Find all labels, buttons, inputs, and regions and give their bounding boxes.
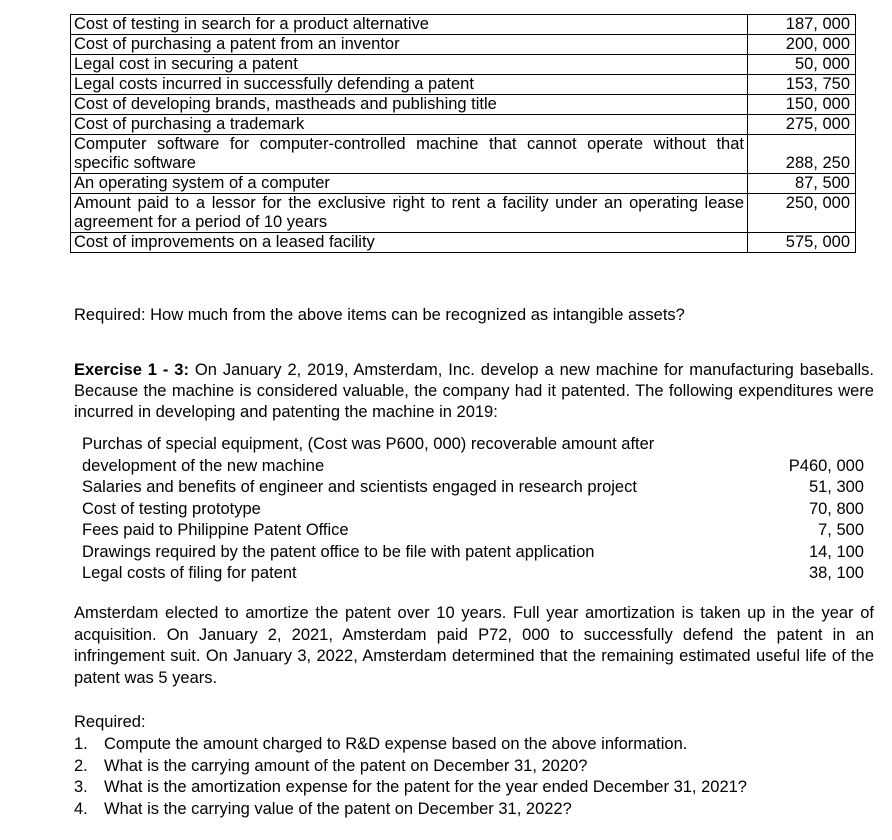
question-text: What is the carrying value of the patent on December 31, 2022? bbox=[104, 799, 572, 818]
expenditure-value: 7, 500 bbox=[818, 521, 864, 539]
expenditure-label: Fees paid to Philippine Patent Office bbox=[82, 521, 349, 539]
exercise-text: On January 2, 2019, Amsterdam, Inc. develop a new machine for manufacturing baseballs. Because the machine is considered valuable, the company had it patented. The following expenditures were incurred in developing and patenting the machine in 2019: bbox=[74, 361, 874, 421]
table-row bbox=[71, 194, 856, 233]
item-description: Computer software for computer-controlled machine that cannot operate without that specific software bbox=[71, 135, 748, 174]
table-row bbox=[71, 15, 856, 35]
list-item bbox=[74, 756, 747, 778]
table-row bbox=[71, 75, 856, 95]
expenditure-value: P460, 000 bbox=[788, 456, 864, 475]
item-amount: 250, 000 bbox=[748, 194, 856, 233]
expenditure-value: 14, 100 bbox=[808, 542, 864, 561]
exercise-heading: Exercise 1 - 3: bbox=[74, 361, 189, 379]
question-text: What is the amortization expense for the patent for the year ended December 31, 2021? bbox=[104, 778, 747, 796]
table-row bbox=[71, 135, 856, 174]
table-row bbox=[71, 174, 856, 194]
expenditure-label: Purchas of special equipment, (Cost was P600, 000) recoverable amount after development of the new machine bbox=[82, 435, 655, 475]
intangible-items-table bbox=[70, 14, 856, 253]
item-amount: 50, 000 bbox=[748, 55, 856, 75]
question-text: What is the carrying amount of the patent on December 31, 2020? bbox=[104, 756, 588, 775]
expenditure-list bbox=[82, 434, 864, 585]
list-item bbox=[82, 477, 864, 499]
item-description: An operating system of a computer bbox=[71, 174, 748, 194]
question-number: 2. bbox=[74, 756, 88, 775]
required-question: Required: How much from the above items can be recognized as intangible assets? bbox=[74, 306, 685, 324]
item-amount: 288, 250 bbox=[748, 135, 856, 174]
expenditure-label: Cost of testing prototype bbox=[82, 499, 261, 518]
question-text: Compute the amount charged to R&D expense based on the above information. bbox=[104, 735, 688, 753]
expenditure-label: Legal costs of filing for patent bbox=[82, 564, 297, 582]
expenditure-label: Salaries and benefits of engineer and scientists engaged in research project bbox=[82, 478, 637, 496]
item-description: Cost of developing brands, mastheads and publishing title bbox=[71, 95, 748, 115]
question-list bbox=[74, 734, 747, 820]
expenditure-label: Drawings required by the patent office to be file with patent application bbox=[82, 542, 595, 561]
list-item bbox=[74, 734, 747, 756]
item-description: Cost of purchasing a trademark bbox=[71, 115, 748, 135]
list-item bbox=[74, 777, 747, 799]
item-description: Cost of testing in search for a product alternative bbox=[71, 15, 748, 35]
expenditure-value: 70, 800 bbox=[808, 499, 864, 518]
item-description: Legal costs incurred in successfully defending a patent bbox=[71, 75, 748, 95]
question-number: 1. bbox=[74, 735, 88, 753]
list-item bbox=[82, 520, 864, 542]
table-row bbox=[71, 35, 856, 55]
item-description: Amount paid to a lessor for the exclusive right to rent a facility under an operating lease agreement for a period of 10 years bbox=[71, 194, 748, 233]
item-description: Legal cost in securing a patent bbox=[71, 55, 748, 75]
item-amount: 575, 000 bbox=[748, 233, 856, 253]
item-amount: 153, 750 bbox=[748, 75, 856, 95]
item-amount: 275, 000 bbox=[748, 115, 856, 135]
item-amount: 150, 000 bbox=[748, 95, 856, 115]
list-item bbox=[82, 563, 864, 585]
table-row bbox=[71, 55, 856, 75]
list-item bbox=[82, 499, 864, 521]
item-description: Cost of purchasing a patent from an inventor bbox=[71, 35, 748, 55]
item-description: Cost of improvements on a leased facility bbox=[71, 233, 748, 253]
table-row bbox=[71, 95, 856, 115]
exercise-intro bbox=[74, 360, 874, 423]
required-heading: Required: bbox=[74, 713, 146, 731]
item-amount: 200, 000 bbox=[748, 35, 856, 55]
question-number: 3. bbox=[74, 778, 88, 796]
item-amount: 87, 500 bbox=[748, 174, 856, 194]
table-row bbox=[71, 115, 856, 135]
expenditure-value: 38, 100 bbox=[808, 564, 864, 582]
list-item bbox=[74, 799, 747, 821]
item-amount: 187, 000 bbox=[748, 15, 856, 35]
list-item bbox=[82, 542, 864, 564]
list-item bbox=[82, 434, 864, 477]
expenditure-value: 51, 300 bbox=[808, 478, 864, 496]
amortization-paragraph: Amsterdam elected to amortize the patent over 10 years. Full year amortization is taken up in the year of acquisition. On January 2, 2021, Amsterdam paid P72, 000 to successfully defend the patent in an infringement suit. On January 3, 2022, Amsterdam determined that the remaining estimated useful life of the patent was 5 years. bbox=[74, 604, 874, 687]
table-row bbox=[71, 233, 856, 253]
question-number: 4. bbox=[74, 799, 88, 818]
